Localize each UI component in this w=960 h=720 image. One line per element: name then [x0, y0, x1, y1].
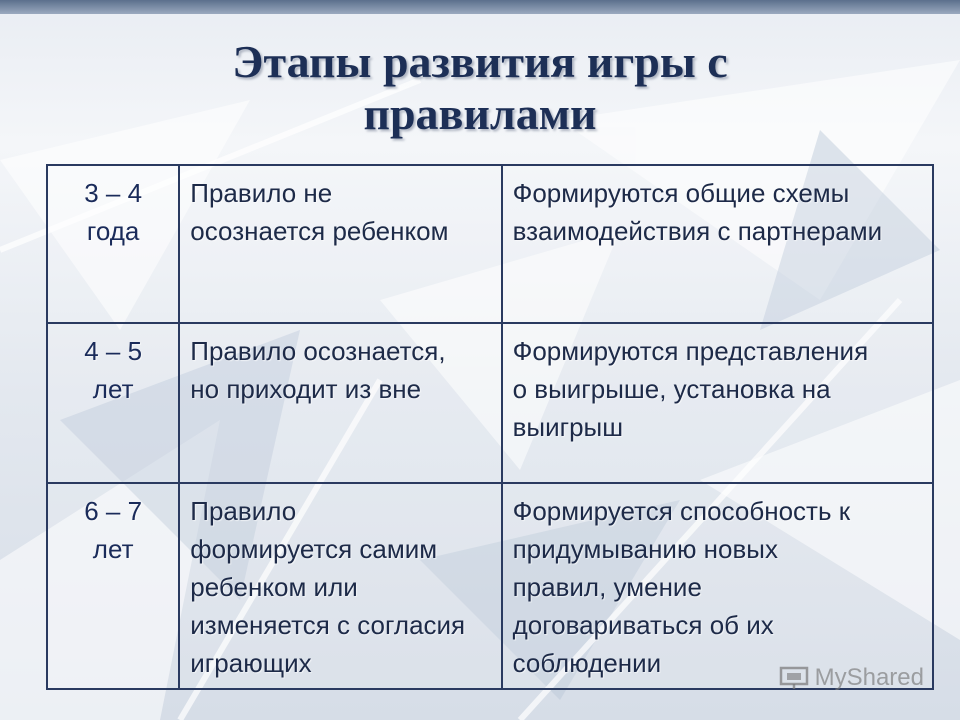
- watermark-text: MyShared: [814, 664, 924, 691]
- rule-text: Правило: [190, 496, 297, 526]
- rule-cell: [179, 323, 501, 483]
- stages-table-wrapper: [46, 164, 934, 688]
- description-text: правил, умение: [512, 572, 702, 602]
- age-text: лет: [92, 534, 134, 564]
- age-text: лет: [92, 374, 134, 404]
- description-cell: [502, 323, 933, 483]
- description-text: договариваться об их: [512, 610, 774, 640]
- slide-title: [60, 36, 900, 140]
- stages-table: [46, 164, 934, 690]
- rule-cell: [179, 483, 501, 689]
- description-text: о выигрыше, установка на: [512, 374, 831, 404]
- description-text: соблюдении: [512, 648, 662, 678]
- description-text: Формируются общие схемы: [512, 178, 850, 208]
- rule-text: играющих: [190, 648, 312, 678]
- rule-text: Правило осознается,: [190, 336, 446, 366]
- age-cell: [47, 323, 179, 483]
- description-text: выигрыш: [512, 412, 624, 442]
- presentation-screen-icon: [779, 666, 809, 690]
- age-cell: [47, 483, 179, 689]
- age-text: 6 – 7: [84, 496, 143, 526]
- rule-text: но приходит из вне: [190, 374, 422, 404]
- table-row: [47, 483, 933, 689]
- description-text: взаимодействия с партнерами: [512, 216, 883, 246]
- rule-text: формируется самим: [190, 534, 438, 564]
- title-line-1: Этапы развития игры с: [232, 36, 728, 87]
- age-cell: [47, 165, 179, 323]
- description-cell: [502, 483, 933, 689]
- rule-text: изменяется с согласия: [190, 610, 466, 640]
- table-row: [47, 165, 933, 323]
- rule-text: Правило не: [190, 178, 333, 208]
- title-line-2: правилами: [363, 88, 597, 139]
- description-text: Формируется способность к: [512, 496, 851, 526]
- description-cell: [502, 165, 933, 323]
- top-bar: [0, 0, 960, 14]
- age-text: 4 – 5: [84, 336, 143, 366]
- table-row: [47, 323, 933, 483]
- age-text: 3 – 4: [84, 178, 143, 208]
- age-text: года: [86, 216, 140, 246]
- description-text: Формируются представления: [512, 336, 869, 366]
- rule-text: ребенком или: [190, 572, 358, 602]
- watermark: [779, 664, 924, 692]
- description-text: придумыванию новых: [512, 534, 778, 564]
- rule-text: осознается ребенком: [190, 216, 449, 246]
- rule-cell: [179, 165, 501, 323]
